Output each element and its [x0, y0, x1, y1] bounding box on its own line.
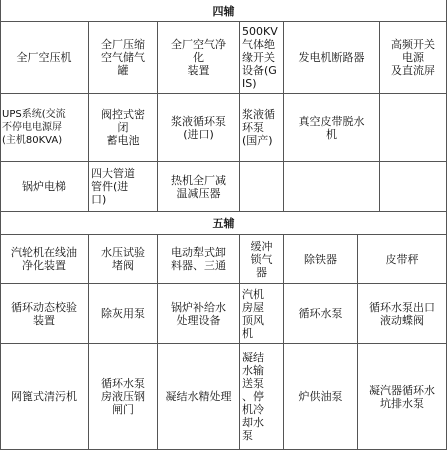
table-cell: 汽机 房屋 顶风 机	[240, 284, 284, 344]
table-cell: 发电机断路器	[284, 22, 380, 94]
table-cell: 电动犁式卸 料器、三通	[158, 235, 240, 284]
section-title-wufu: 五辅	[0, 212, 447, 235]
table-cell	[240, 162, 284, 212]
table-row	[0, 344, 447, 450]
table-cell: UPS系统(交流 不停电电源屏 (主机80KVA)	[0, 94, 89, 162]
table-cell: 全厂空气净 化 装置	[158, 22, 240, 94]
table-cell: 水压试验 堵阀	[89, 235, 158, 284]
table-cell: 循环水泵 房液压钢 闸门	[89, 344, 158, 450]
table-cell	[380, 162, 447, 212]
table-cell: 除铁器	[284, 235, 358, 284]
table-row	[0, 235, 447, 284]
table-cell: 凝结 水输 送泵 、停 机冷 却水 泵	[240, 344, 284, 450]
table-cell: 阀控式密 闭 蓄电池	[89, 94, 158, 162]
table-cell: 真空皮带脱水 机	[284, 94, 380, 162]
table-cell: 锅炉电梯	[0, 162, 89, 212]
table-cell: 全厂压缩 空气储气 罐	[89, 22, 158, 94]
table-row	[0, 284, 447, 344]
table-cell: 循环水泵出口 液动蝶阀	[358, 284, 447, 344]
table-cell: 缓冲 锁气 器	[240, 235, 284, 284]
table-cell: 循环水泵	[284, 284, 358, 344]
table-cell: 500KV 气体绝 缘开关 设备(G IS)	[240, 22, 284, 94]
table-cell	[284, 162, 380, 212]
table-row	[0, 162, 447, 212]
table-cell: 汽轮机在线油 净化装置	[0, 235, 89, 284]
table-cell: 浆液循 环泵 (国产)	[240, 94, 284, 162]
table-row	[0, 22, 447, 94]
table-cell: 网篦式清污机	[0, 344, 89, 450]
table-row	[0, 94, 447, 162]
table-cell: 浆液循环泵 (进口)	[158, 94, 240, 162]
table-cell: 全厂空压机	[0, 22, 89, 94]
table-cell: 循环动态校验 装置	[0, 284, 89, 344]
table-cell: 除灰用泵	[89, 284, 158, 344]
table-cell: 凝结水精处理	[158, 344, 240, 450]
table-cell: 四大管道 管件(进 口)	[89, 162, 158, 212]
table-cell: 热机全厂减 温减压器	[158, 162, 240, 212]
table-cell: 皮带秤	[358, 235, 447, 284]
section-title-siful: 四辅	[0, 0, 447, 22]
table-cell: 凝汽器循环水 坑排水泵	[358, 344, 447, 450]
table-cell	[380, 94, 447, 162]
table-cell: 炉供油泵	[284, 344, 358, 450]
table-cell: 高频开关 电源 及直流屏	[380, 22, 447, 94]
table-cell: 锅炉补给水 处理设备	[158, 284, 240, 344]
